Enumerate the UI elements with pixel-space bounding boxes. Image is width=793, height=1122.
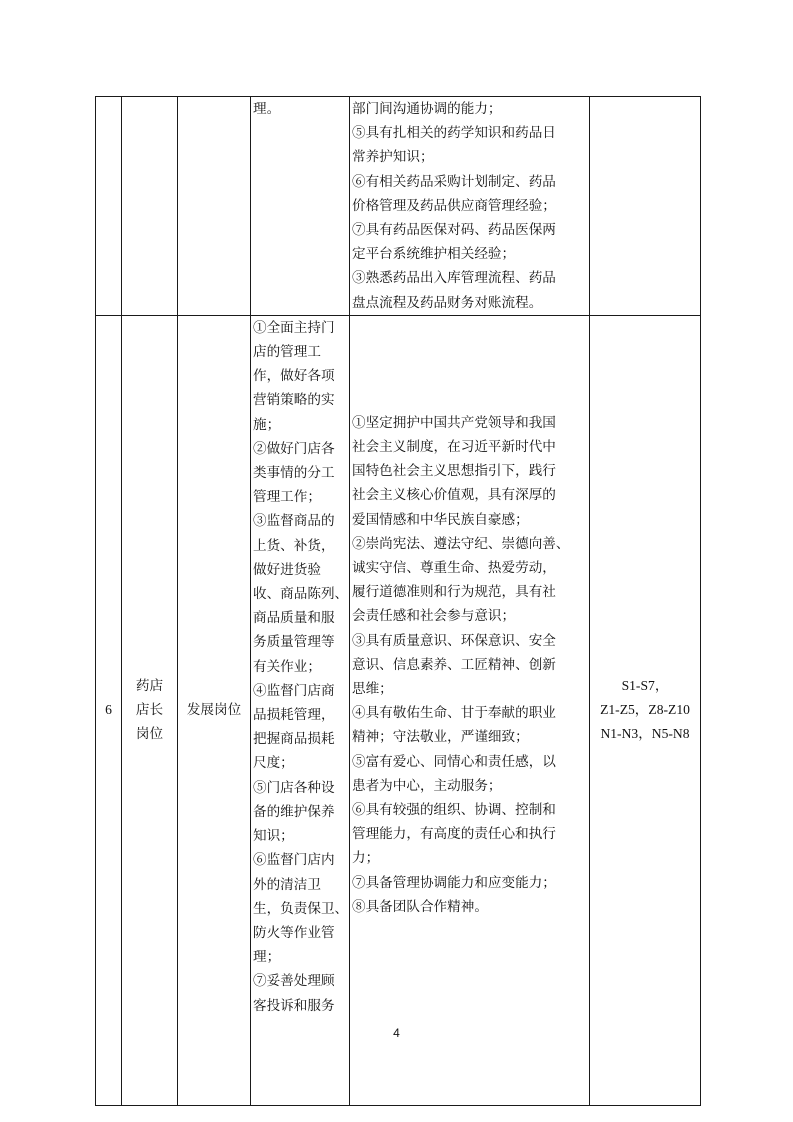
duty-line: 生，负责保卫、 (253, 900, 349, 917)
duty-line: 客投诉和服务 (253, 997, 335, 1014)
requirement-line: 履行道德准则和行为规范，具有社 (352, 584, 556, 601)
requirement-line: 国特色社会主义思想指引下，践行 (352, 463, 556, 480)
requirement-line: ⑦具有药品医保对码、药品医保两 (352, 222, 556, 239)
category-cell (178, 97, 251, 316)
requirement-line: ③具有质量意识、环保意识、安全 (352, 632, 556, 649)
position-name (124, 674, 175, 747)
duty-line: 品损耗管理， (253, 707, 335, 724)
requirement-line: ⑤具有扎相关的药学知识和药品日 (352, 125, 556, 142)
requirement-line: 部门间沟通协调的能力； (352, 101, 502, 117)
duties-list (253, 316, 347, 1018)
duty-line: 有关作业； (253, 658, 321, 675)
code-line: S1-S7， (621, 678, 669, 694)
duty-line: 理。 (253, 101, 281, 117)
duty-line: 做好进货验 (253, 561, 321, 578)
requirement-line: 会责任感和社会参与意识； (352, 608, 516, 625)
duty-line: 收、商品陈列、 (253, 586, 349, 603)
category-text: 发展岗位 (186, 702, 242, 719)
requirement-line: 盘点流程及药品财务对账流程。 (352, 294, 543, 311)
requirement-line: 管理能力，有高度的责任心和执行 (352, 826, 556, 843)
requirements-list (352, 411, 587, 919)
duty-line: ⑥监督门店内 (253, 852, 335, 869)
requirement-line: 患者为中心，主动服务； (352, 777, 502, 794)
duty-line: 店的管理工 (253, 344, 321, 361)
duty-line: ①全面主持门 (253, 319, 335, 336)
requirement-line: 诚实守信、尊重生命、热爱劳动， (352, 560, 556, 577)
category-cell (178, 315, 251, 1105)
table-row (96, 97, 701, 316)
requirement-line: 爱国情感和中华民族自豪感； (352, 511, 529, 528)
requirement-line: 定平台系统维护相关经验； (352, 246, 516, 263)
requirement-line: ④具有敬佑生命、甘于奉献的职业 (352, 705, 556, 722)
requirement-line: ⑥具有较强的组织、协调、控制和 (352, 802, 556, 819)
duty-line: 知识； (253, 828, 294, 845)
requirement-line: ③熟悉药品出入库管理流程、药品 (352, 270, 556, 287)
duty-line: 把握商品损耗 (253, 731, 335, 748)
duties-list (253, 97, 347, 121)
requirement-line: 意识、信息素养、工匠精神、创新 (352, 656, 556, 673)
requirement-line: 社会主义制度，在习近平新时代中 (352, 439, 556, 456)
requirements-list (352, 97, 587, 315)
duty-line: 作，做好各项 (253, 368, 335, 385)
duty-line: 施； (253, 416, 281, 433)
duty-line: ⑤门店各种设 (253, 779, 335, 796)
code-line: N1-N3，N5-N8 (600, 726, 690, 742)
duty-line: ③监督商品的 (253, 513, 335, 530)
table-row (96, 315, 701, 1105)
requirement-line: ⑤富有爱心、同情心和责任感，以 (352, 753, 556, 770)
requirement-line: ⑧具备团队合作精神。 (352, 898, 488, 915)
index-cell: 6 (96, 315, 122, 1105)
requirement-line: 社会主义核心价值观，具有深厚的 (352, 487, 556, 504)
duty-line: 营销策略的实 (253, 392, 335, 409)
duty-line: ④监督门店商 (253, 682, 335, 699)
requirement-line: 价格管理及药品供应商管理经验； (352, 197, 556, 214)
page-number: 4 (393, 1026, 400, 1040)
ability-codes (592, 674, 698, 747)
requirements-cell (350, 97, 590, 316)
duty-line: 防火等作业管 (253, 924, 335, 941)
duty-line: 务质量管理等 (253, 634, 335, 651)
position-name-cell (122, 97, 178, 316)
duty-line: 类事情的分工 (253, 465, 335, 482)
duties-cell (251, 315, 350, 1105)
position-name-line: 店长 (135, 702, 164, 719)
duty-line: 尺度； (253, 755, 294, 772)
position-name-line: 岗位 (135, 726, 164, 743)
requirement-line: 精神；守法敬业，严谨细致； (352, 729, 529, 746)
requirements-cell (350, 315, 590, 1105)
position-name-cell (122, 315, 178, 1105)
requirement-line: 力； (352, 850, 380, 867)
duty-line: ②做好门店各 (253, 440, 335, 457)
duty-line: 管理工作； (253, 489, 321, 506)
requirement-line: 思维； (352, 681, 393, 698)
requirement-line: ⑥有相关药品采购计划制定、药品 (352, 173, 556, 190)
duty-line: 备的维护保养 (253, 803, 335, 820)
code-line: Z1-Z5，Z8-Z10 (600, 702, 690, 718)
codes-cell (590, 315, 701, 1105)
duty-line: 上货、补货， (253, 537, 335, 554)
duty-line: 外的清洁卫 (253, 876, 321, 893)
duty-line: 理； (253, 949, 281, 966)
duty-line: 商品质量和服 (253, 610, 335, 627)
requirement-line: 常养护知识； (352, 149, 434, 166)
index-cell (96, 97, 122, 316)
duties-cell (251, 97, 350, 316)
requirement-line: ⑦具备管理协调能力和应变能力； (352, 874, 556, 891)
requirement-line: ②崇尚宪法、遵法守纪、崇德向善、 (352, 535, 570, 552)
codes-cell (590, 97, 701, 316)
position-name-line: 药店 (135, 678, 164, 695)
requirement-line: ①坚定拥护中国共产党领导和我国 (352, 414, 556, 431)
course-position-table (95, 96, 701, 1106)
duty-line: ⑦妥善处理顾 (253, 973, 335, 990)
